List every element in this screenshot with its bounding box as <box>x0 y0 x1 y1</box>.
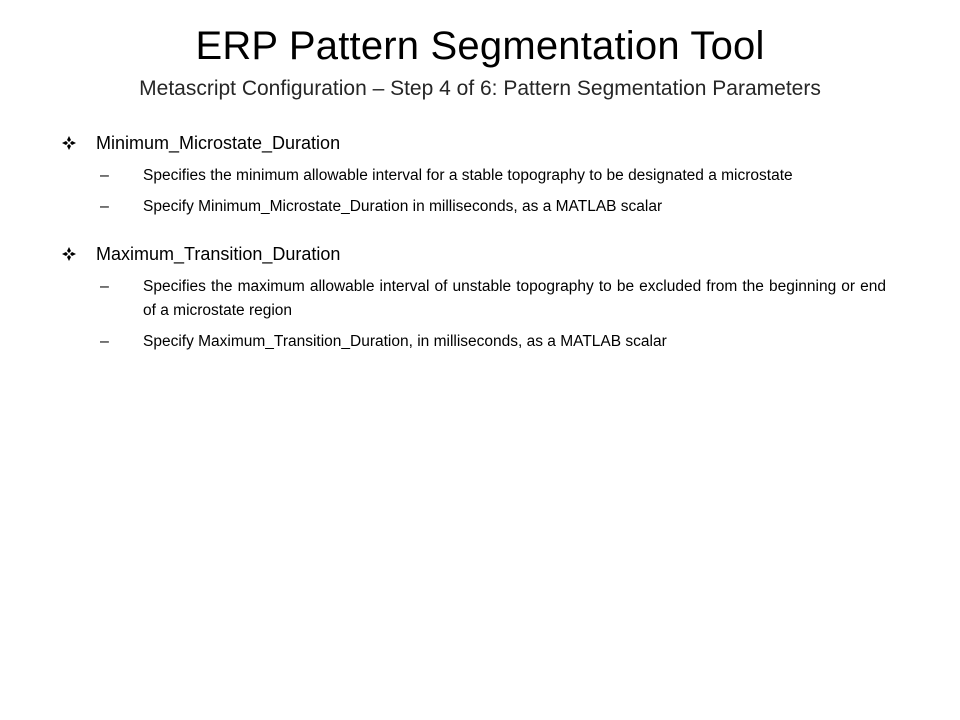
bullet-item <box>62 239 902 269</box>
sub-bullet-text: Specify Maximum_Transition_Duration, in milliseconds, as a MATLAB scalar <box>143 333 667 350</box>
sub-bullet-item <box>62 164 902 188</box>
parameter-section-maximum-transition-duration <box>62 239 902 354</box>
bullet-item <box>62 128 902 158</box>
slide-subtitle: Metascript Configuration – Step 4 of 6: Pattern Segmentation Parameters <box>139 77 821 100</box>
dash-bullet-icon: – <box>100 167 109 184</box>
diamond-bullet-icon <box>62 136 76 150</box>
dash-bullet-icon: – <box>100 333 109 350</box>
bullet-content <box>62 128 902 361</box>
sub-bullet-item <box>62 195 902 219</box>
sub-bullet-list <box>62 164 902 219</box>
slide-title: ERP Pattern Segmentation Tool <box>195 24 765 68</box>
sub-bullet-text: Specify Minimum_Microstate_Duration in milliseconds, as a MATLAB scalar <box>143 198 663 215</box>
sub-bullet-text: Specifies the maximum allowable interval of unstable topography to be excluded from the beginning or end of a microstate region <box>143 278 886 319</box>
dash-bullet-icon: – <box>100 198 109 215</box>
sub-bullet-list <box>62 275 902 354</box>
parameter-heading: Maximum_Transition_Duration <box>96 244 341 264</box>
sub-bullet-item <box>62 275 902 323</box>
sub-bullet-text: Specifies the minimum allowable interval for a stable topography to be designated a microstate <box>143 167 793 184</box>
parameter-heading: Minimum_Microstate_Duration <box>96 133 341 153</box>
diamond-bullet-icon <box>62 247 76 261</box>
parameter-section-minimum-microstate-duration <box>62 128 902 219</box>
dash-bullet-icon: – <box>100 278 109 295</box>
sub-bullet-item <box>62 330 902 354</box>
title-block <box>40 18 920 104</box>
